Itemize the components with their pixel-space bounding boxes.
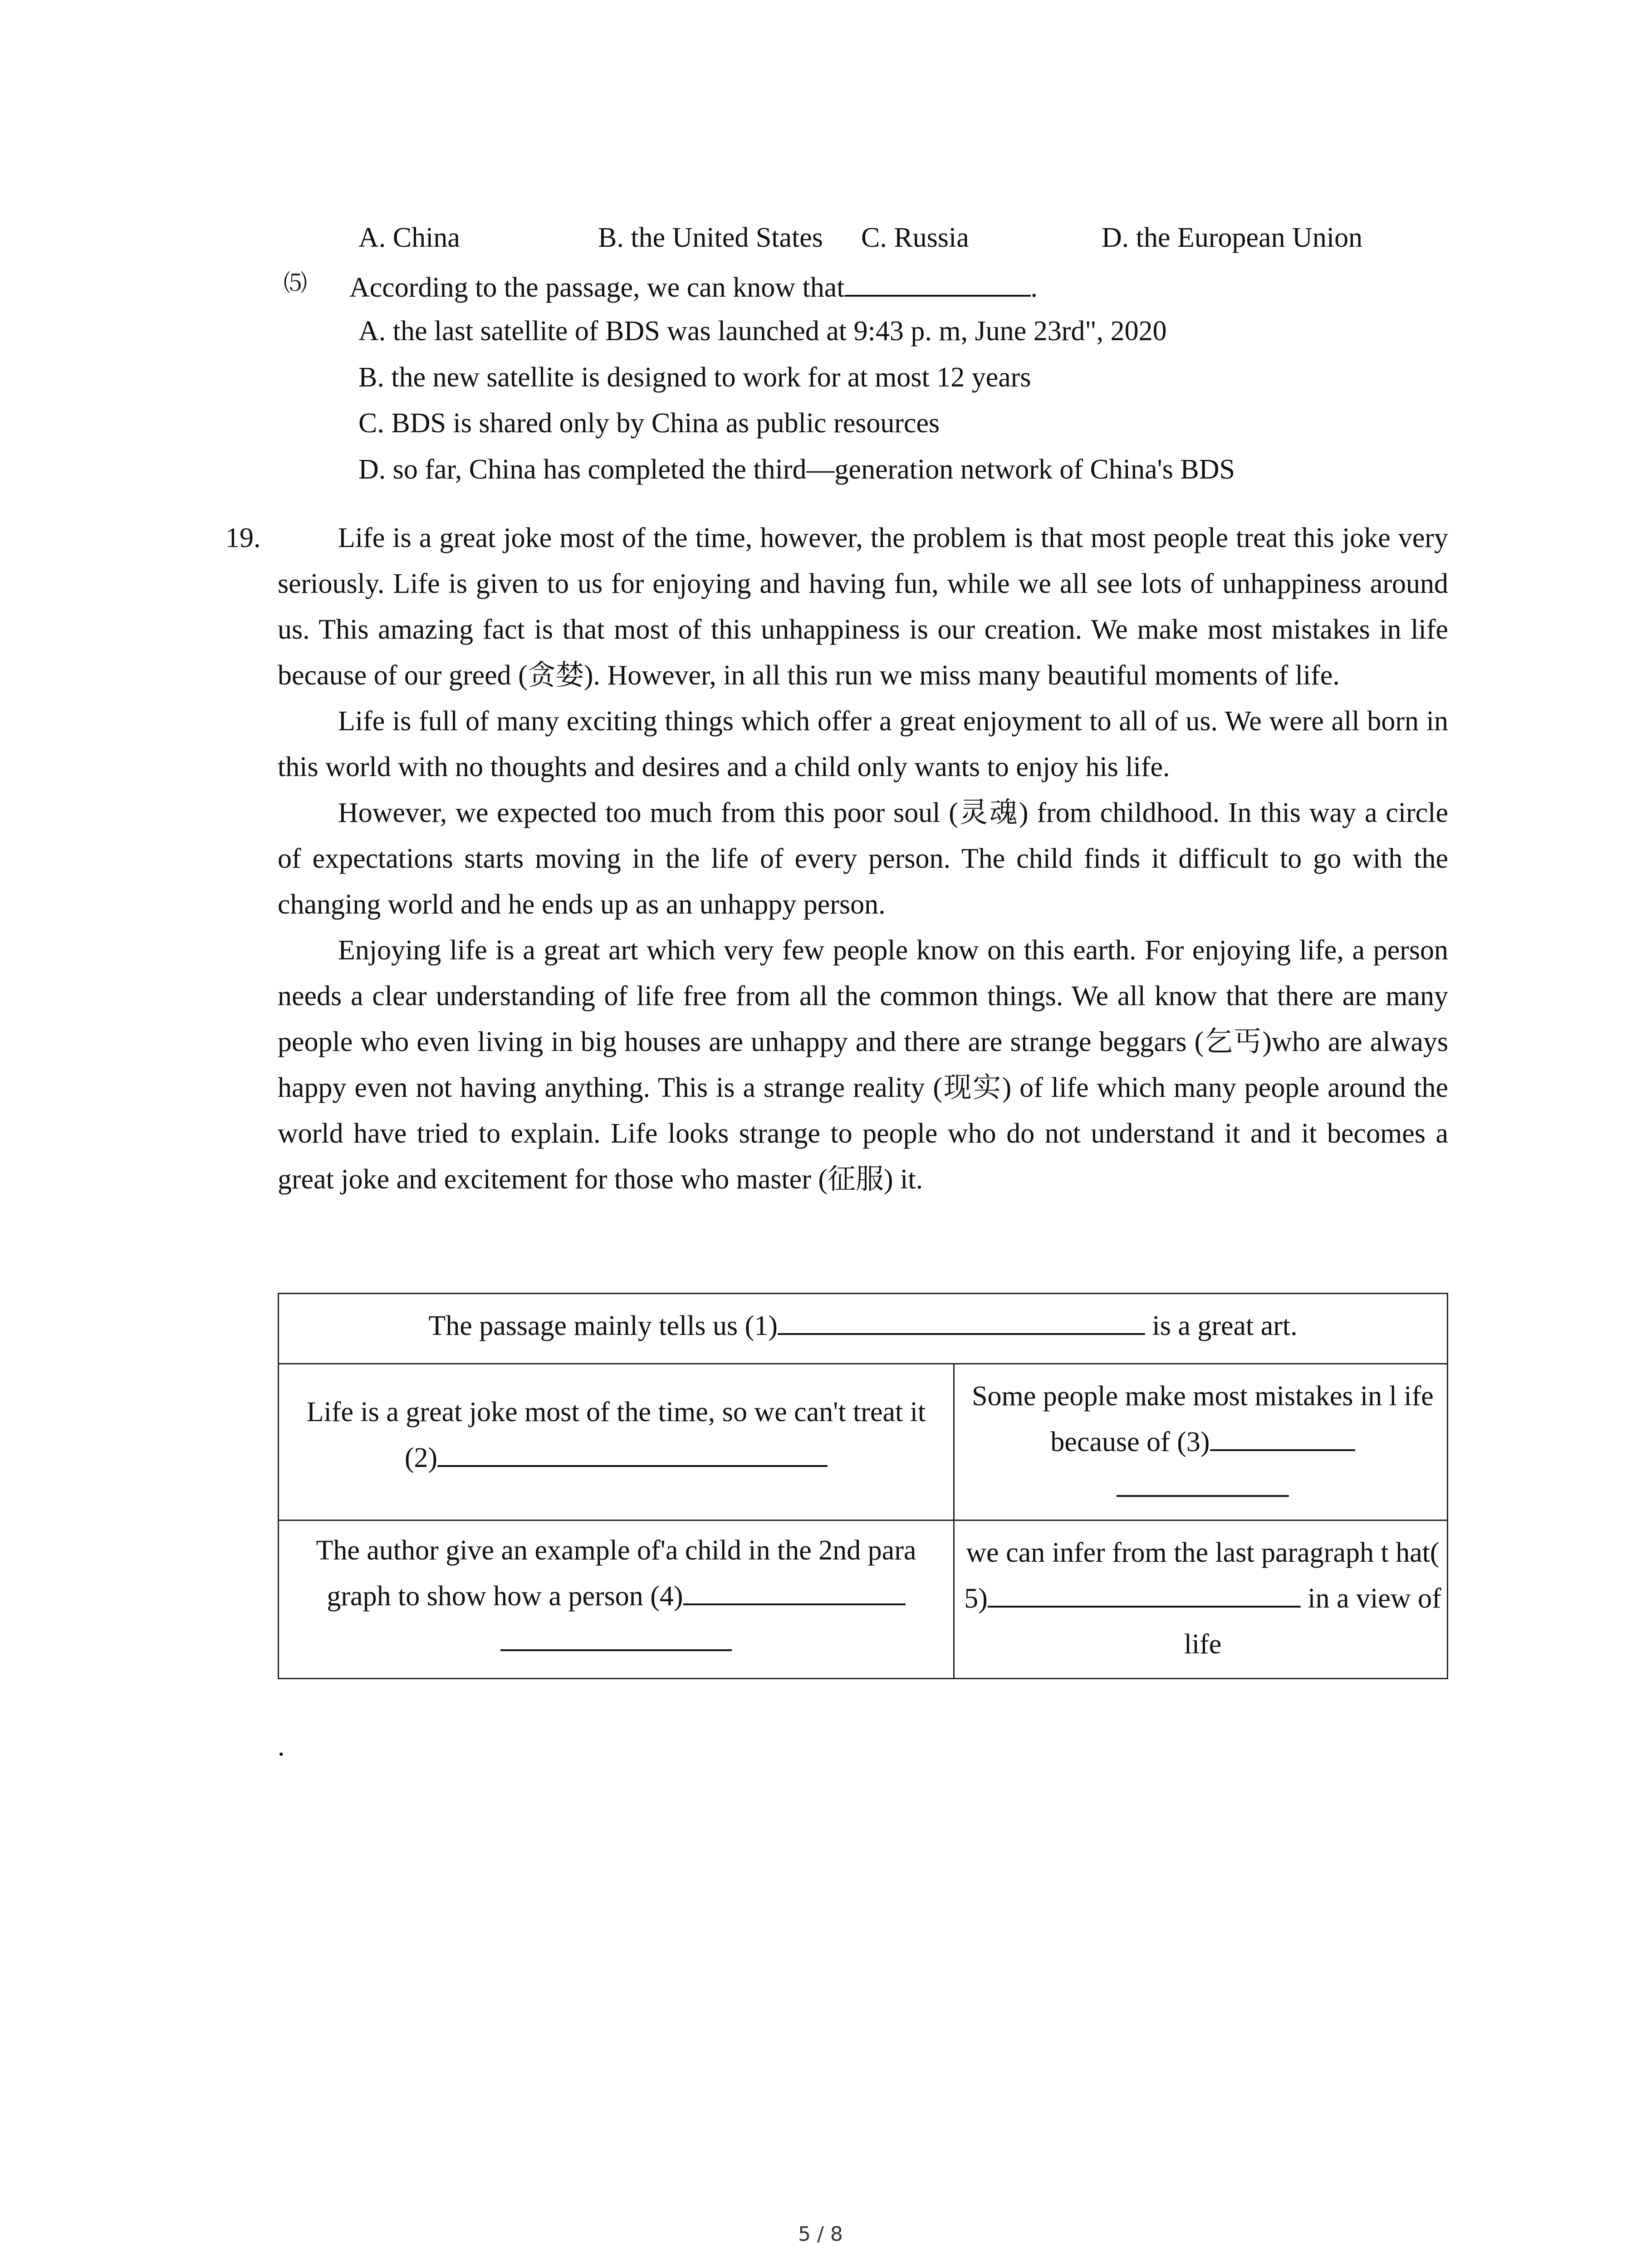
q18-5-option-c: C. BDS is shared only by China as public resources [358,408,940,439]
q19-paragraph-2: Life is full of many exciting things which offer a great enjoyment to all of us. We were all born in this world with no thoughts and desires and a child only wants to enjoy his life. [278,706,1448,782]
answer-blank-3[interactable] [1210,1422,1355,1451]
q18-5-option-b: B. the new satellite is designed to work for at most 12 years [358,362,1031,393]
q19-paragraph-4: Enjoying life is a great art which very few people know on this earth. For enjoying life, a person needs a clear understanding of life free from all the common things. We all know that there are many people who even living in big houses are unhappy and there are strange beggars (乞丐)who are always happy even not having anything. This is a strange reality (现实) of life which many people around the world have tried to explain. Life looks strange to people who do not understand it and it becomes a great joke and excitement for those who master (征服) it. [278,935,1448,1195]
answer-blank-1[interactable] [778,1306,1145,1335]
answer-blank[interactable] [845,268,1031,297]
q19-paragraph-1: Life is a great joke most of the time, however, the problem is that most people treat this joke very seriously. Life is given to us for enjoying and having fun, while we all see lots of unhappiness around us. This amazing fact is that most of this unhappiness is our creation. We make most mistakes in life because of our greed (贪婪). However, in all this run we miss many beautiful moments of life. [278,523,1448,691]
table-cell-5-text-end: in a view of life [1184,1583,1441,1660]
table-cell-4 [288,1528,944,1665]
q19-paragraph-3: However, we expected too much from this poor soul (灵魂) from childhood. In this way a circle of expectations starts moving in the life of every person. The child finds it difficult to go with the changing world and he ends up as an unhappy person. [278,797,1448,920]
q18-4-option-d: D. the European Union [1102,222,1363,253]
table-row-1-text-end: is a great art. [1145,1310,1298,1341]
table-cell-4-text: The author give an example of'a child in the 2nd para graph to show how a person (4) [316,1535,916,1612]
table-cell-3-text: Some people make most mistakes in l ife because of (3) [972,1381,1434,1457]
table-cell-5-text: we can infer from the last paragraph t hat( 5) [964,1537,1440,1614]
table-divider [953,1363,955,1679]
q18-4-option-b: B. the United States [598,222,823,253]
answer-blank-4-continued[interactable] [500,1622,732,1651]
q18-5-option-a: A. the last satellite of BDS was launched at 9:43 p. m, June 23rd", 2020 [358,316,1167,347]
stray-mark: . [278,1731,285,1762]
q19-number: 19. [225,523,261,553]
answer-blank-4[interactable] [683,1576,906,1605]
q18-5-stem-period: . [1030,272,1038,303]
answer-blank-2[interactable] [437,1438,828,1467]
table-row-1 [279,1303,1447,1349]
q18-5-option-d: D. so far, China has completed the third—generation network of China's BDS [358,454,1235,485]
table-cell-3 [962,1374,1443,1511]
q18-5-stem-text: According to the passage, we can know that [349,272,845,303]
page-number: 5 / 8 [798,2223,843,2246]
q18-4-option-c: C. Russia [861,222,969,253]
table-divider [279,1520,1447,1521]
answer-blank-3-continued[interactable] [1117,1468,1289,1497]
q19-passage [278,515,1448,1202]
table-cell-2-text: Life is a great joke most of the time, so we can't treat it (2) [306,1397,926,1473]
answer-blank-5[interactable] [988,1579,1301,1608]
table-cell-2 [288,1389,944,1481]
answer-table [278,1293,1448,1679]
q18-5-number: ⑸ [284,270,308,297]
table-cell-5 [962,1530,1443,1667]
table-row-1-text: The passage mainly tells us (1) [428,1310,778,1341]
q18-5-stem [349,268,1038,306]
table-divider [279,1363,1447,1364]
q18-4-option-a: A. China [358,222,460,253]
